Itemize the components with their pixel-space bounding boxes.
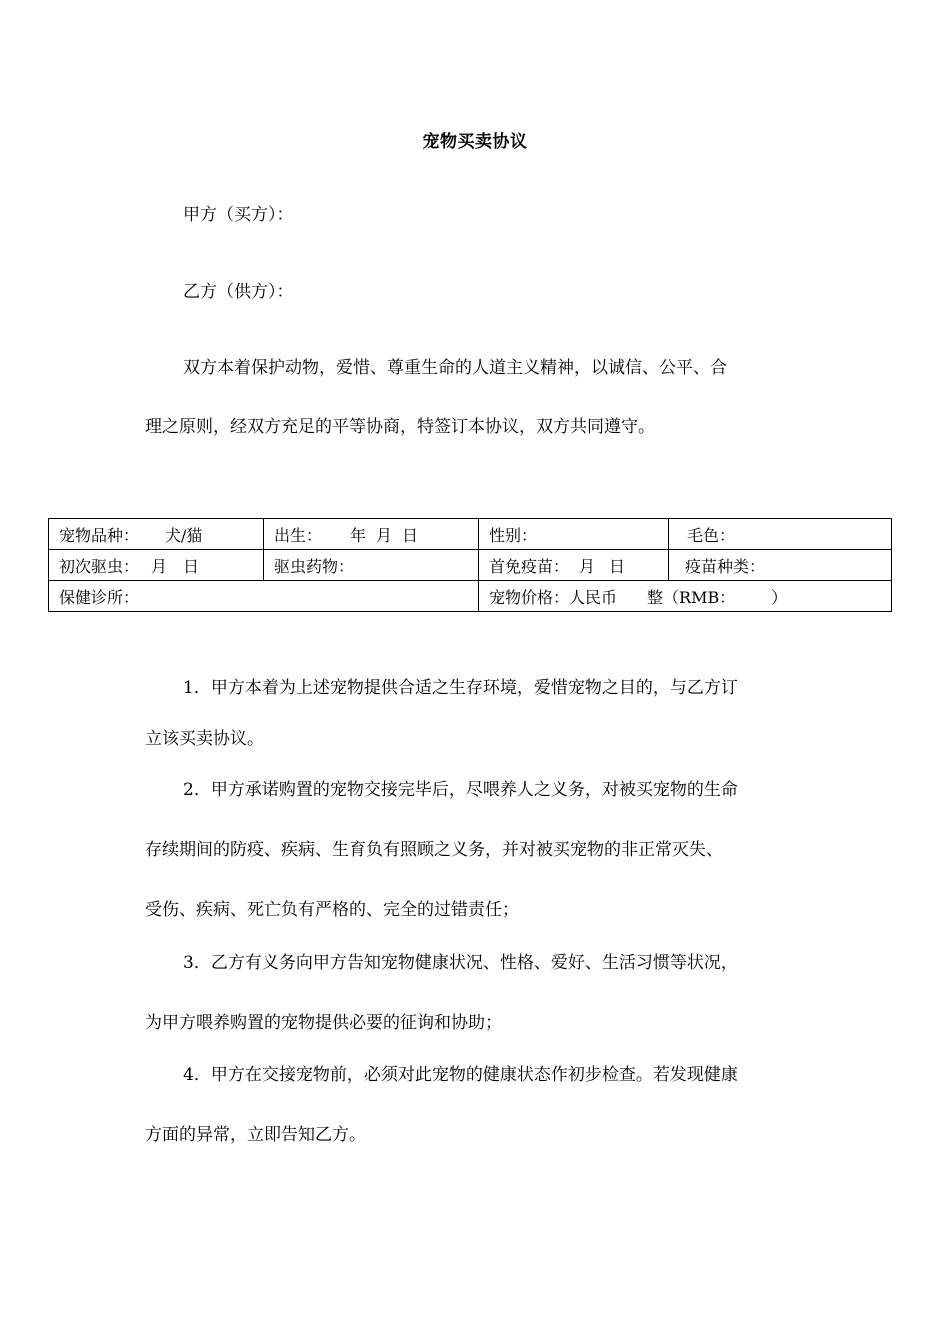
deworm-label: 初次驱虫： — [59, 556, 140, 576]
clause-1-line-1: 1．甲方本着为上述宠物提供合适之生存环境，爱惜宠物之目的，与乙方订 — [183, 678, 738, 698]
deworm-drug-label: 驱虫药物： — [274, 556, 355, 576]
price-label: 宠物价格：人民币 — [489, 587, 618, 607]
vaccine-label: 首免疫苗： — [489, 556, 570, 576]
table-row — [49, 581, 892, 612]
deworm-drug-cell — [264, 550, 479, 581]
clause-3-line-1: 3．乙方有义务向甲方告知宠物健康状况、性格、爱好、生活习惯等状况， — [183, 953, 738, 973]
intro-line-1: 双方本着保护动物，爱惜、尊重生命的人道主义精神，以诚信、公平、合 — [183, 358, 727, 378]
breed-cell — [49, 519, 264, 550]
party-b-line: 乙方（供方）： — [183, 282, 294, 302]
deworm-day: 日 — [183, 556, 200, 576]
intro-line-2: 理之原则，经双方充足的平等协商，特签订本协议，双方共同遵守。 — [145, 417, 655, 437]
birth-month: 月 — [376, 525, 393, 545]
pet-info-table — [48, 518, 892, 612]
clinic-cell — [49, 581, 479, 612]
gender-label: 性别： — [489, 525, 538, 545]
gender-cell — [479, 519, 669, 550]
clause-2-line-1: 2．甲方承诺购置的宠物交接完毕后，尽喂养人之义务，对被买宠物的生命 — [183, 780, 738, 800]
vaccine-month: 月 — [579, 556, 596, 576]
breed-label: 宠物品种： — [59, 525, 140, 545]
birth-label: 出生： — [274, 525, 323, 545]
clause-4-line-2: 方面的异常，立即告知乙方。 — [145, 1125, 366, 1145]
clinic-label: 保健诊所： — [59, 587, 140, 607]
deworm-month: 月 — [151, 556, 168, 576]
birth-year: 年 — [350, 525, 367, 545]
price-close: ） — [771, 587, 788, 607]
table-row — [49, 550, 892, 581]
clause-3-line-2: 为甲方喂养购置的宠物提供必要的征询和协助； — [145, 1013, 502, 1033]
birth-day: 日 — [402, 525, 419, 545]
vaccine-type-cell — [669, 550, 892, 581]
price-whole: 整（RMB： — [647, 587, 736, 607]
table-row — [49, 519, 892, 550]
vaccine-type-label: 疫苗种类： — [685, 556, 766, 576]
price-cell — [479, 581, 892, 612]
vaccine-cell — [479, 550, 669, 581]
breed-value: 犬/猫 — [165, 525, 203, 545]
vaccine-day: 日 — [609, 556, 626, 576]
clause-4-line-1: 4．甲方在交接宠物前，必须对此宠物的健康状态作初步检查。若发现健康 — [183, 1065, 738, 1085]
clause-2-line-2: 存续期间的防疫、疾病、生育负有照顾之义务，并对被买宠物的非正常灭失、 — [145, 840, 723, 860]
clause-2-line-3: 受伤、疾病、死亡负有严格的、完全的过错责任； — [145, 900, 519, 920]
document-title: 宠物买卖协议 — [422, 132, 528, 152]
color-cell — [669, 519, 892, 550]
color-label: 毛色： — [687, 525, 736, 545]
clause-1-line-2: 立该买卖协议。 — [145, 729, 264, 749]
deworm-cell — [49, 550, 264, 581]
birth-cell — [264, 519, 479, 550]
party-a-line: 甲方（买方）： — [183, 205, 294, 225]
